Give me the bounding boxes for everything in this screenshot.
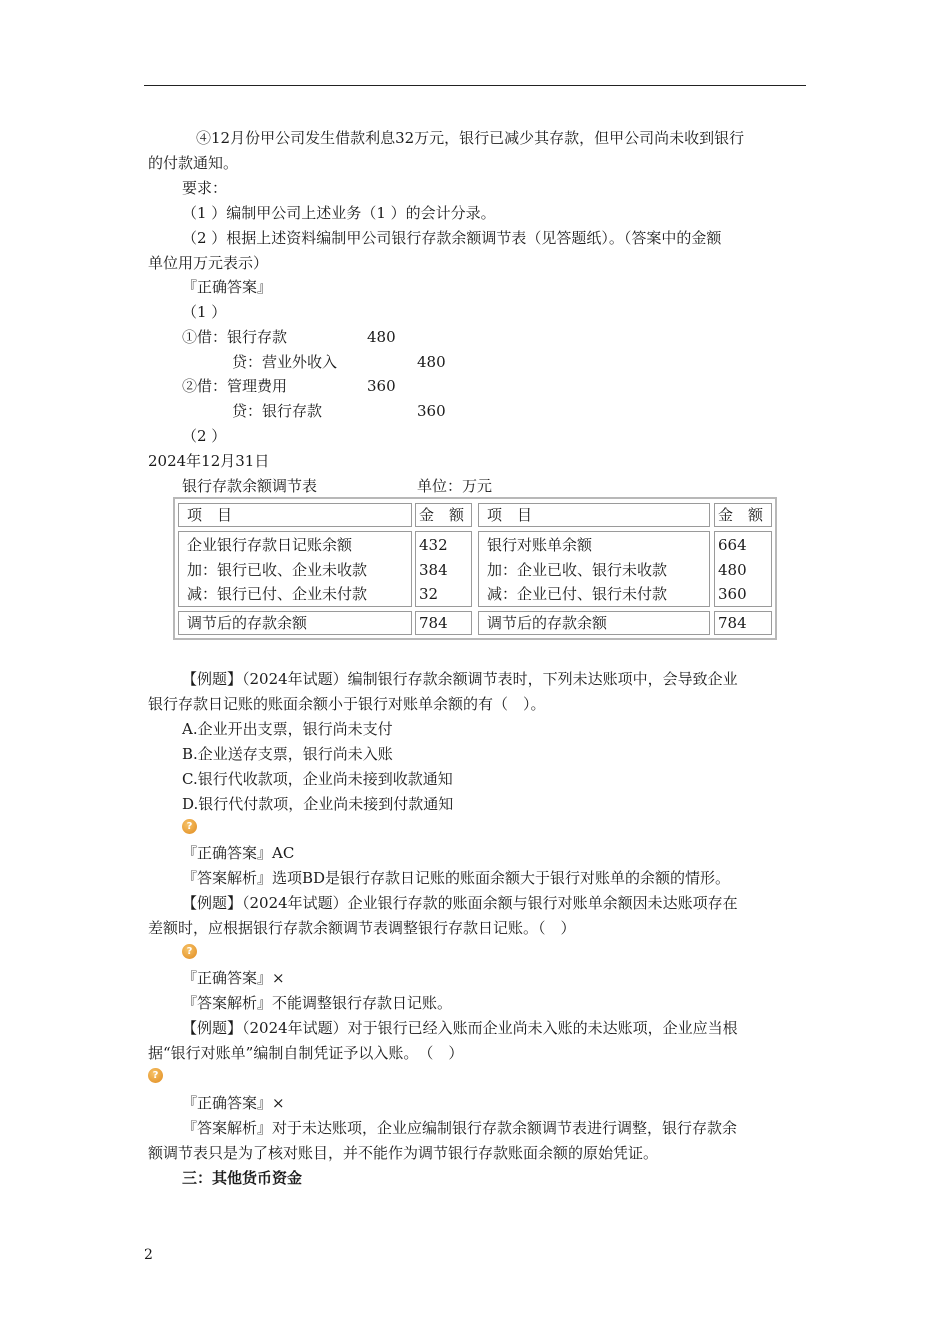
header-cell-item-right <box>478 503 710 527</box>
body-cell-items-left <box>178 531 412 607</box>
left-row-1-amount: 432 <box>419 536 448 554</box>
left-row-2: 加：银行已收、企业未收款 <box>187 561 368 579</box>
total-cell-amount-right <box>714 611 772 635</box>
answer-title: 『正确答案』 <box>182 278 273 296</box>
table-title: 银行存款余额调节表 <box>182 477 318 495</box>
total-cell-left <box>178 611 412 635</box>
body-cell-amounts-left <box>415 531 472 607</box>
q1-option-a: A.企业开出支票，银行尚未支付 <box>182 720 393 738</box>
body-cell-amounts-right <box>714 531 772 607</box>
q3-explanation-line2: 额调节表只是为了核对账目，并不能作为调节银行存款账面余额的原始凭证。 <box>148 1144 659 1162</box>
header-item-left: 项 目 <box>187 506 233 524</box>
q1-stem-line2: 银行存款日记账的账面余额小于银行对账单余额的有（ ）。 <box>148 695 546 713</box>
total-cell-amount-left <box>415 611 472 635</box>
entry2-credit-amount: 360 <box>417 402 446 420</box>
entry1-debit-amount: 480 <box>367 328 396 346</box>
q1-answer: 『正确答案』AC <box>182 844 295 862</box>
q3-stem-line1: 【例题】（2024年试题）对于银行已经入账而企业尚未入账的未达账项，企业应当根 <box>182 1019 738 1037</box>
q2-stem-line2: 差额时，应根据银行存款余额调节表调整银行存款日记账。（ ） <box>148 919 576 937</box>
show-answer-icon[interactable]: ? <box>182 944 197 959</box>
left-row-2-amount: 384 <box>419 561 448 579</box>
header-amount-right: 金 额 <box>718 506 764 524</box>
q1-stem-line1: 【例题】（2024年试题）编制银行存款余额调节表时，下列未达账项中，会导致企业 <box>182 670 738 688</box>
para-interest-line2: 的付款通知。 <box>148 154 239 172</box>
reconciliation-table <box>173 497 777 640</box>
entry1-credit-amount: 480 <box>417 353 446 371</box>
right-row-1-amount: 664 <box>718 536 747 554</box>
q2-explanation: 『答案解析』不能调整银行存款日记账。 <box>182 994 453 1012</box>
right-row-2-amount: 480 <box>718 561 747 579</box>
q1-option-d: D.银行代付款项，企业尚未接到付款通知 <box>182 795 454 813</box>
q2-answer: 『正确答案』× <box>182 969 285 987</box>
table-date: 2024年12月31日 <box>148 452 270 470</box>
entry2-credit: 贷：银行存款 <box>232 402 323 420</box>
q3-answer: 『正确答案』× <box>182 1094 285 1112</box>
header-cell-amount-left <box>415 503 472 527</box>
total-amount-right: 784 <box>718 614 747 632</box>
page-number: 2 <box>144 1247 153 1263</box>
requirement-2-line2: 单位用万元表示） <box>148 254 269 272</box>
entry1-debit: ①借：银行存款 <box>182 328 288 346</box>
left-row-1: 企业银行存款日记账余额 <box>187 536 353 554</box>
answer-part-2: （2 ） <box>182 427 227 445</box>
requirements-label: 要求： <box>182 179 228 197</box>
para-interest-line1: ④12月份甲公司发生借款利息32万元，银行已减少其存款，但甲公司尚未收到银行 <box>196 129 745 147</box>
entry1-credit: 贷：营业外收入 <box>232 353 338 371</box>
total-label-right: 调节后的存款余额 <box>487 614 608 632</box>
total-amount-left: 784 <box>419 614 448 632</box>
entry2-debit: ②借：管理费用 <box>182 377 288 395</box>
requirement-2-line1: （2 ）根据上述资料编制甲公司银行存款余额调节表（见答题纸）。（答案中的金额 <box>182 229 722 247</box>
header-cell-item-left <box>178 503 412 527</box>
header-cell-amount-right <box>714 503 772 527</box>
left-row-3-amount: 32 <box>419 585 439 603</box>
q1-option-b: B.企业送存支票，银行尚未入账 <box>182 745 393 763</box>
body-cell-items-right <box>478 531 710 607</box>
right-row-1: 银行对账单余额 <box>487 536 593 554</box>
left-row-3: 减：银行已付、企业未付款 <box>187 585 368 603</box>
show-answer-icon[interactable]: ? <box>148 1068 163 1083</box>
header-rule <box>144 85 806 86</box>
q1-explanation: 『答案解析』选项BD是银行存款日记账的账面余额大于银行对账单的余额的情形。 <box>182 869 731 887</box>
right-row-2: 加：企业已收、银行未收款 <box>487 561 668 579</box>
q2-stem-line1: 【例题】（2024年试题）企业银行存款的账面余额与银行对账单余额因未达账项存在 <box>182 894 738 912</box>
q3-explanation-line1: 『答案解析』对于未达账项，企业应编制银行存款余额调节表进行调整，银行存款余 <box>182 1119 738 1137</box>
q3-stem-line2: 据“银行对账单”编制自制凭证予以入账。 （ ） <box>148 1044 464 1062</box>
requirement-1: （1 ）编制甲公司上述业务（1 ）的会计分录。 <box>182 204 496 222</box>
table-unit: 单位：万元 <box>417 477 493 495</box>
section-heading: 三：其他货币资金 <box>182 1169 303 1187</box>
header-amount-left: 金 额 <box>419 506 465 524</box>
right-row-3-amount: 360 <box>718 585 747 603</box>
total-label-left: 调节后的存款余额 <box>187 614 308 632</box>
show-answer-icon[interactable]: ? <box>182 819 197 834</box>
answer-part-1: （1 ） <box>182 303 227 321</box>
header-item-right: 项 目 <box>487 506 533 524</box>
total-cell-right <box>478 611 710 635</box>
right-row-3: 减：企业已付、银行未付款 <box>487 585 668 603</box>
q1-option-c: C.银行代收款项，企业尚未接到收款通知 <box>182 770 453 788</box>
entry2-debit-amount: 360 <box>367 377 396 395</box>
